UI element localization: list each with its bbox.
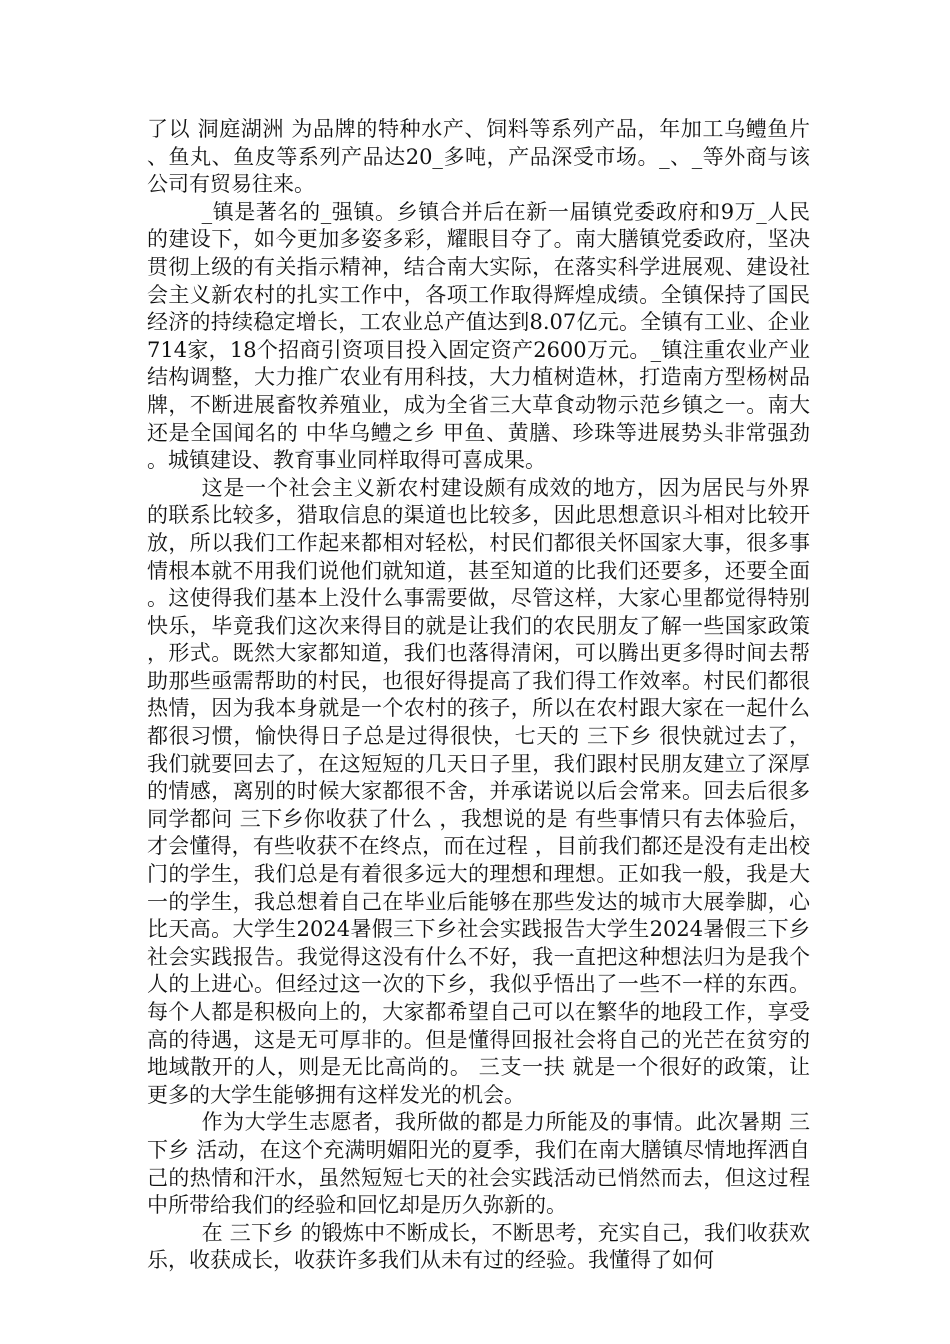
paragraph-1: 了以 洞庭湖洲 为品牌的特种水产、饲料等系列产品，年加工乌鳢鱼片、鱼丸、鱼皮等系列产品达20_多吨，产品深受市场。_、_等外商与该公司有贸易往来。 xyxy=(147,117,810,197)
paragraph-3: 这是一个社会主义新农村建设颇有成效的地方，因为居民与外界的联系比较多，猎取信息的渠道也比较多，因此思想意识斗相对比较开放，所以我们工作起来都相对轻松，村民们都很关怀国家大事，很多事情根本就不用我们说他们就知道，甚至知道的比我们还要多，还要全面。这使得我们基本上没什么事需要做，尽管这样，大家心里都觉得特别快乐，毕竟我们这次来得目的就是让我们的农民朋友了解一些国家政策，形式。既然大家都知道，我们也落得清闲，可以腾出更多得时间去帮助那些亟需帮助的村民，也很好得提高了我们得工作效率。村民们都很热情，因为我本身就是一个农村的孩子，所以在农村跟大家在一起什么都很习惯，愉快得日子总是过得很快，七天的 三下乡 很快就过去了，我们就要回去了，在这短短的几天日子里，我们跟村民朋友建立了深厚的情感，离别的时候大家都很不舍，并承诺说以后会常来。回去后很多同学都问 三下乡你收获了什么 ，我想说的是 有些事情只有去体验后，才会懂得，有些收获不在终点，而在过程 ，目前我们都还是没有走出校门的学生，我们总是有着很多远大的理想和理想。正如我一般，我是大一的学生，我总想着自己在毕业后能够在那些发达的城市大展拳脚，心比天高。大学生2024暑假三下乡社会实践报告大学生2024暑假三下乡社会实践报告。我觉得这没有什么不好，我一直把这种想法归为是我个人的上进心。但经过这一次的下乡，我似乎悟出了一些不一样的东西。每个人都是积极向上的，大家都希望自己可以在繁华的地段工作，享受高的待遇，这是无可厚非的。但是懂得回报社会将自己的光芒在贫穷的地域散开的人，则是无比高尚的。 三支一扶 就是一个很好的政策，让更多的大学生能够拥有这样发光的机会。 xyxy=(147,475,810,1107)
paragraph-2: _镇是著名的_强镇。乡镇合并后在新一届镇党委政府和9万_人民的建设下，如今更加多姿多彩，耀眼目夺了。南大膳镇党委政府，坚决贯彻上级的有关指示精神，结合南大实际，在落实科学进展观、建设社会主义新农村的扎实工作中，各项工作取得辉煌成绩。全镇保持了国民经济的持续稳定增长，工农业总产值达到8.07亿元。全镇有工业、企业714家，18个招商引资项目投入固定资产2600万元。_镇注重农业产业结构调整，大力推广农业有用科技，大力植树造林，打造南方型杨树品牌，不断进展畜牧养殖业，成为全省三大草食动物示范乡镇之一。南大还是全国闻名的 中华乌鳢之乡 甲鱼、黄膳、珍珠等进展势头非常强劲。城镇建设、教育事业同样取得可喜成果。 xyxy=(147,199,810,473)
document-body xyxy=(147,116,810,1275)
paragraph-4: 作为大学生志愿者，我所做的都是力所能及的事情。此次暑期 三下乡 活动，在这个充满明媚阳光的夏季，我们在南大膳镇尽情地挥洒自己的热情和汗水，虽然短短七天的社会实践活动已悄然而去，但这过程中所带给我们的经验和回忆却是历久弥新的。 xyxy=(147,1110,810,1218)
paragraph-5: 在 三下乡 的锻炼中不断成长，不断思考，充实自己，我们收获欢乐，收获成长，收获许多我们从未有过的经验。我懂得了如何 xyxy=(147,1220,810,1273)
